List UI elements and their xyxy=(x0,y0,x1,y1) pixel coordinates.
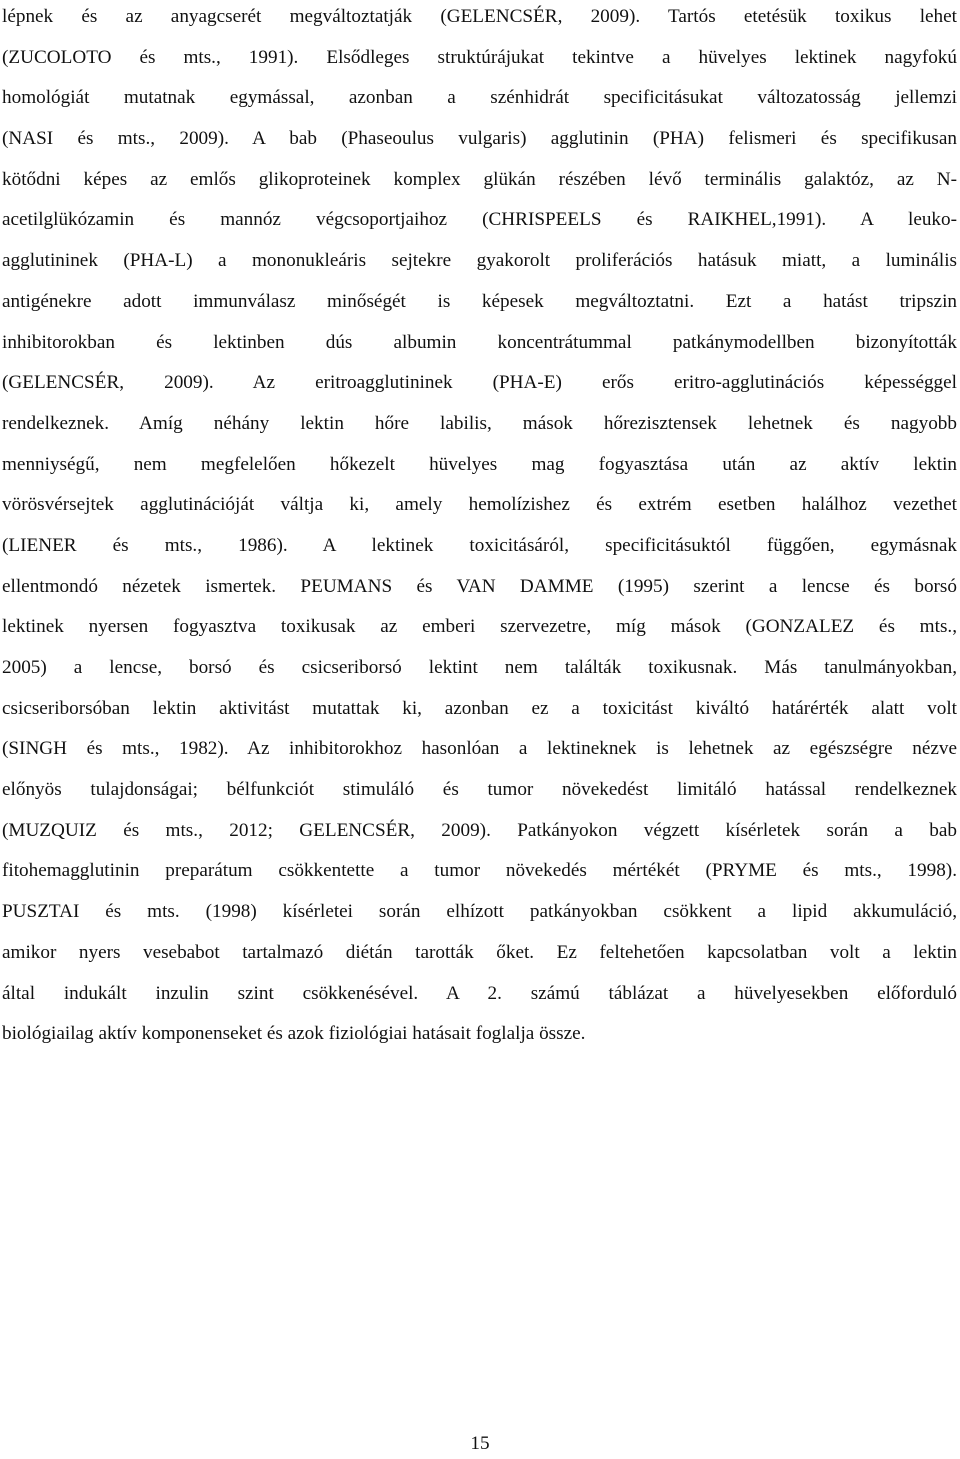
text-line: előnyös tulajdonságai; bélfunkciót stimuláló és tumor növekedést limitáló hatással rendelkeznek xyxy=(2,779,957,801)
text-line: (MUZQUIZ és mts., 2012; GELENCSÉR, 2009). Patkányokon végzett kísérletek során a bab xyxy=(2,819,957,841)
text-line: kötődni képes az emlős glikoproteinek komplex glükán részében lévő terminális galaktóz, az N- xyxy=(2,168,957,190)
text-line: ellentmondó nézetek ismertek. PEUMANS és VAN DAMME (1995) szerint a lencse és borsó xyxy=(2,575,957,597)
text-line: PUSZTAI és mts. (1998) kísérletei során elhízott patkányokban csökkent a lipid akkumuláció, xyxy=(2,901,957,923)
text-line: acetilglükózamin és mannóz végcsoportjaihoz (CHRISPEELS és RAIKHEL,1991). A leuko- xyxy=(2,209,957,231)
text-line: (SINGH és mts., 1982). Az inhibitorokhoz hasonlóan a lektineknek is lehetnek az egészségre nézve xyxy=(2,738,957,760)
text-line: fitohemagglutinin preparátum csökkentette a tumor növekedés mértékét (PRYME és mts., 1998). xyxy=(2,860,957,882)
page-number: 15 xyxy=(470,1433,490,1454)
text-line: lépnek és az anyagcserét megváltoztatják (GELENCSÉR, 2009). Tartós etetésük toxikus lehet xyxy=(2,6,957,27)
text-line: lektinek nyersen fogyasztva toxikusak az emberi szervezetre, míg mások (GONZALEZ és mts., xyxy=(2,616,957,638)
text-line: rendelkeznek. Amíg néhány lektin hőre labilis, mások hőrezisztensek lehetnek és nagyobb xyxy=(2,412,957,434)
text-line-last: biológiailag aktív komponenseket és azok fiziológiai hatásait foglalja össze. xyxy=(2,1023,586,1045)
text-line: homológiát mutatnak egymással, azonban a szénhidrát specificitásukat változatosság jellemzi xyxy=(2,87,957,109)
text-line: inhibitorokban és lektinben dús albumin koncentrátummal patkánymodellben bizonyították xyxy=(2,331,957,353)
text-line: menniységű, nem megfelelően hőkezelt hüvelyes mag fogyasztása után az aktív lektin xyxy=(2,453,957,475)
text-line: (NASI és mts., 2009). A bab (Phaseoulus vulgaris) agglutinin (PHA) felismeri és specifikusan xyxy=(2,128,957,150)
text-line: (LIENER és mts., 1986). A lektinek toxicitásáról, specificitásuktól függően, egymásnak xyxy=(2,534,957,556)
text-line: csicseriborsóban lektin aktivitást mutattak ki, azonban ez a toxicitást kiváltó határérték alatt volt xyxy=(2,697,957,719)
text-line: (GELENCSÉR, 2009). Az eritroagglutininek (PHA-E) erős eritro-agglutinációs képességgel xyxy=(2,372,957,394)
text-line: antigénekre adott immunválasz minőségét is képesek megváltoztatni. Ezt a hatást tripszin xyxy=(2,290,957,312)
text-line: által indukált inzulin szint csökkenésével. A 2. számú táblázat a hüvelyesekben előforduló xyxy=(2,982,957,1004)
text-line: amikor nyers vesebabot tartalmazó diétán tarották őket. Ez feltehetően kapcsolatban volt a lektin xyxy=(2,941,957,963)
text-line: (ZUCOLOTO és mts., 1991). Elsődleges struktúrájukat tekintve a hüvelyes lektinek nagyfokú xyxy=(2,46,957,68)
text-line: vörösvérsejtek agglutinációját váltja ki, amely hemolízishez és extrém esetben halálhoz vezethet xyxy=(2,494,957,516)
body-paragraph xyxy=(2,0,957,1055)
text-line: agglutininek (PHA-L) a mononukleáris sejtekre gyakorolt proliferációs hatásuk miatt, a luminális xyxy=(2,250,957,272)
text-line: 2005) a lencse, borsó és csicseriborsó lektint nem találták toxikusnak. Más tanulmányokban, xyxy=(2,657,957,678)
